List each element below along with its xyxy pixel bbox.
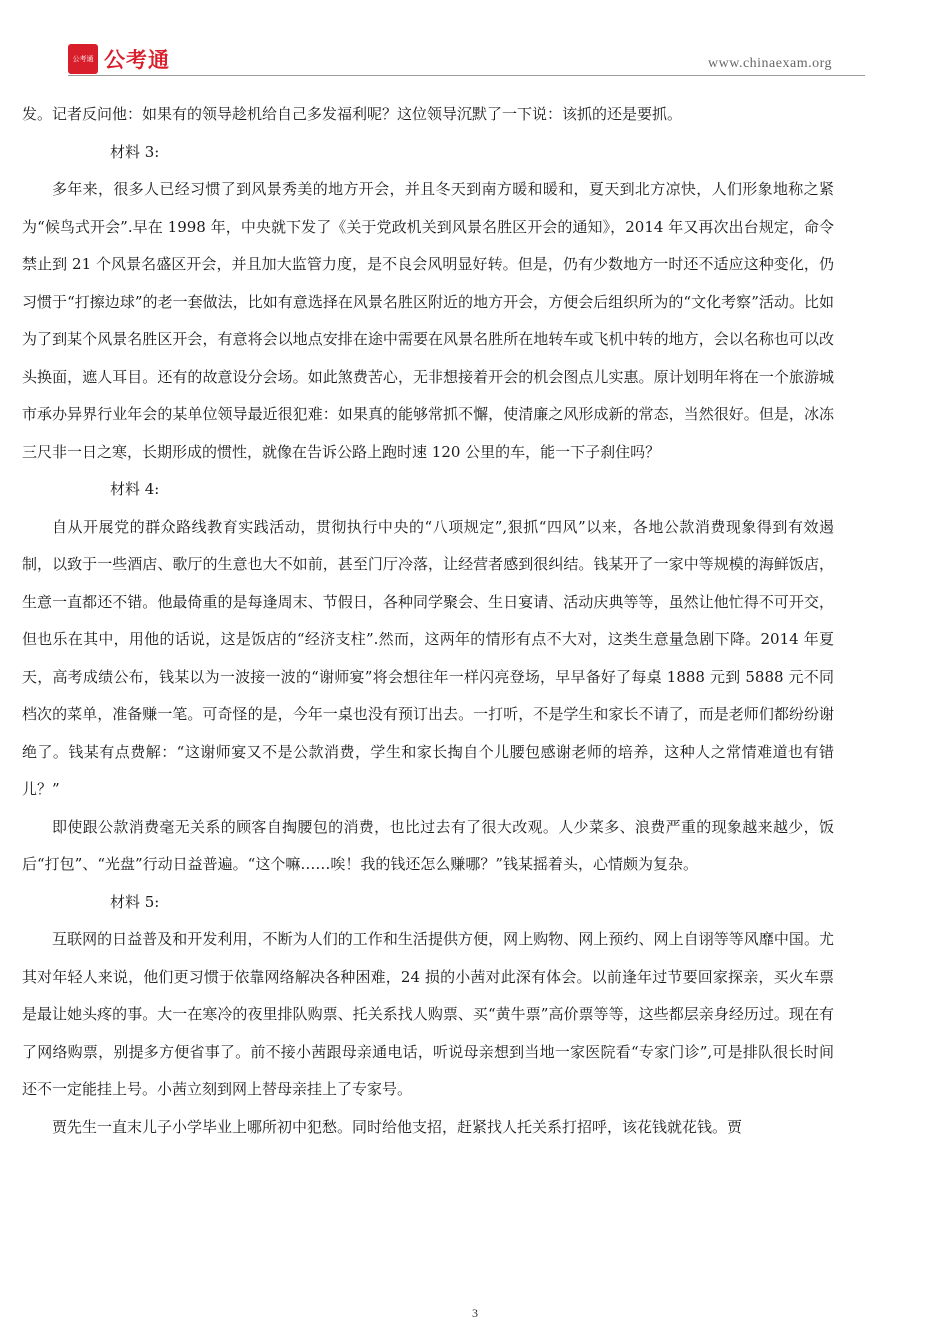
paragraph-material-4-a: 自从开展党的群众路线教育实践活动，贯彻执行中央的“八项规定”,狠抓“四风”以来，各地公款消费现象得到有效遏制，以致于一些酒店、歌厅的生意也大不如前，甚至门厅冷落，让经营者感到很纠结。钱某开了一家中等规模的海鲜饭店，生意一直都还不错。他最倚重的是每逢周末、节假日，各种同学聚会、生日宴请、活动庆典等等，虽然让他忙得不可开交，但也乐在其中，用他的话说，这是饭店的“经济支柱”.然而，这两年的情形有点不大对，这类生意量急剧下降。2014 年夏天，高考成绩公布，钱某以为一波接一波的“谢师宴”将会想往年一样闪亮登场，早早备好了每桌 1888 元到 5888 元不同档次的菜单，准备赚一笔。可奇怪的是，今年一桌也没有预订出去。一打听，不是学生和家长不请了，而是老师们都纷纷谢绝了。钱某有点费解：“这谢师宴又不是公款消费，学生和家长掏自个儿腰包感谢老师的培养，这种人之常情难道也有错儿？” <box>22 517 834 798</box>
section-label-material-3: 材料 3: <box>110 142 160 161</box>
page-number: 3 <box>472 1306 478 1320</box>
document-body <box>22 96 834 1146</box>
site-url[interactable]: www.chinaexam.org <box>708 56 832 71</box>
paragraph-material-4-b: 即使跟公款消费毫无关系的顾客自掏腰包的消费，也比过去有了很大改观。人少菜多、浪费严重的现象越来越少，饭后“打包”、“光盘”行动日益普遍。“这个嘛……唉！我的钱还怎么赚哪？”钱某摇着头，心情颇为复杂。 <box>22 817 834 873</box>
section-label-material-5: 材料 5: <box>110 892 160 911</box>
paragraph-material-3: 多年来，很多人已经习惯了到风景秀美的地方开会，并且冬天到南方暖和暖和，夏天到北方凉快，人们形象地称之紧为“候鸟式开会”.早在 1998 年，中央就下发了《关于党政机关到风景名胜区开会的通知》，2014 年又再次出台规定，命令禁止到 21 个风景名盛区开会，并且加大监管力度，是不良会风明显好转。但是，仍有少数地方一时还不适应这种变化，仍习惯于“打擦边球”的老一套做法，比如有意选择在风景名胜区附近的地方开会，方便会后组织所为的“文化考察”活动。比如为了到某个风景名胜区开会，有意将会以地点安排在途中需要在风景名胜所在地转车或飞机中转的地方，会以名称也可以改头换面，遮人耳目。还有的故意设分会场。如此煞费苦心，无非想接着开会的机会图点儿实惠。原计划明年将在一个旅游城市承办异界行业年会的某单位领导最近很犯难：如果真的能够常抓不懈，使清廉之风形成新的常态，当然很好。但是，冰冻三尺非一日之寒，长期形成的惯性，就像在告诉公路上跑时速 120 公里的车，能一下子刹住吗？ <box>22 180 834 461</box>
paragraph-material-5-b: 贾先生一直末儿子小学毕业上哪所初中犯愁。同时给他支招，赶紧找人托关系打招呼，该花钱就花钱。贾 <box>52 1117 743 1136</box>
logo-badge-icon: 公考通 <box>68 44 98 74</box>
page-header <box>0 0 950 80</box>
paragraph-continuation: 发。记者反问他：如果有的领导趁机给自己多发福利呢？这位领导沉默了一下说：该抓的还是要抓。 <box>22 105 683 123</box>
paragraph-material-5-a: 互联网的日益普及和开发利用，不断为人们的工作和生活提供方便，网上购物、网上预约、网上自诩等等风靡中国。尤其对年轻人来说，他们更习惯于依靠网络解决各种困难，24 损的小茜对此深有体会。以前逢年过节要回家探亲，买火车票是最让她头疼的事。大一在寒冷的夜里排队购票、托关系找人购票、买“黄牛票”高价票等等，这些都层亲身经历过。现在有了网络购票，别提多方便省事了。前不接小茜跟母亲通电话，听说母亲想到当地一家医院看“专家门诊”,可是排队很长时间还不一定能挂上号。小茜立刻到网上替母亲挂上了专家号。 <box>22 930 834 1098</box>
section-label-material-4: 材料 4: <box>110 480 160 498</box>
logo-text: 公考通 <box>104 48 170 72</box>
site-logo[interactable] <box>68 44 170 74</box>
header-divider <box>68 75 865 76</box>
